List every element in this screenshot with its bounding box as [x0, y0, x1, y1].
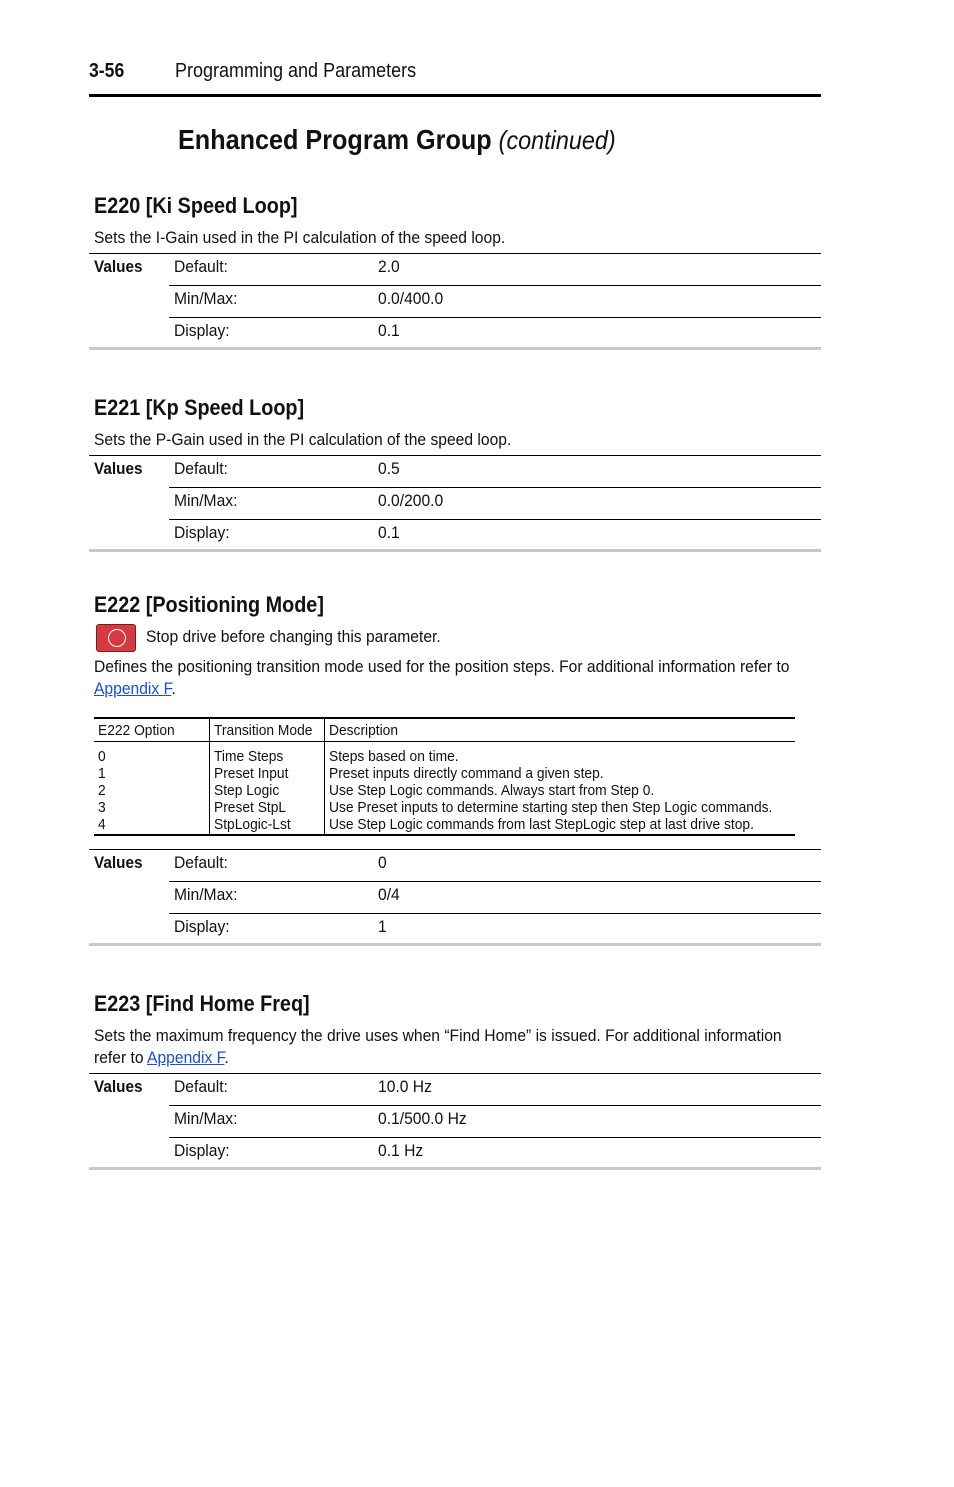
values-key: Default:: [174, 257, 228, 276]
stop-circle-icon: [108, 629, 126, 647]
description-text: Defines the positioning transition mode used for the position steps. For additional information refer to: [94, 657, 790, 676]
values-key: Min/Max:: [174, 289, 238, 308]
option-value: 2: [98, 782, 106, 799]
option-value: 0: [98, 748, 106, 765]
param-title-e221: E221 [Kp Speed Loop]: [94, 395, 305, 420]
values-value: 0.1/500.0 Hz: [378, 1109, 467, 1128]
values-key: Min/Max:: [174, 491, 238, 510]
option-description: Use Preset inputs to determine starting step then Step Logic commands.: [329, 799, 773, 816]
values-row-default: [169, 1073, 821, 1105]
values-table-e220: [89, 253, 821, 350]
values-row-display: [169, 913, 821, 945]
appendix-f-link[interactable]: Appendix F: [147, 1048, 225, 1067]
transition-mode: Time Steps: [214, 748, 284, 765]
values-row-minmax: [169, 285, 821, 317]
group-title: [178, 124, 616, 156]
option-description: Use Step Logic commands from last StepLogic step at last drive stop.: [329, 816, 754, 833]
values-key: Display:: [174, 917, 230, 936]
values-value: 0.1: [378, 523, 400, 542]
values-value: 0/4: [378, 885, 400, 904]
table-bottom-rule: [89, 549, 821, 552]
values-key: Default:: [174, 459, 228, 478]
appendix-f-link[interactable]: Appendix F: [94, 679, 172, 698]
table-bottom-rule: [89, 347, 821, 350]
values-label: Values: [94, 257, 143, 276]
values-value: 2.0: [378, 257, 400, 276]
stop-drive-icon: [96, 624, 136, 652]
transition-mode: Step Logic: [214, 782, 280, 799]
param-title-e223: E223 [Find Home Freq]: [94, 991, 310, 1016]
table-rule: [94, 717, 795, 719]
description-line-1: Sets the maximum frequency the drive uses when “Find Home” is issued. For additional information: [94, 1026, 782, 1045]
values-key: Display:: [174, 523, 230, 542]
transition-mode: StpLogic-Lst: [214, 816, 291, 833]
column-divider: [209, 717, 210, 835]
description-line-2: [94, 1047, 821, 1069]
page-number: 3-56: [89, 60, 125, 82]
values-table-e221: [89, 455, 821, 552]
column-header-option: E222 Option: [98, 722, 175, 739]
option-description: Steps based on time.: [329, 748, 459, 765]
section-title: Programming and Parameters: [175, 60, 417, 82]
param-description-e222: [94, 656, 793, 700]
values-value: 10.0 Hz: [378, 1077, 432, 1096]
values-label: Values: [94, 853, 143, 872]
table-bottom-rule: [89, 1167, 821, 1170]
values-key: Display:: [174, 321, 230, 340]
values-key: Default:: [174, 1077, 228, 1096]
values-value: 0.5: [378, 459, 400, 478]
values-row-display: [169, 1137, 821, 1169]
option-value: 4: [98, 816, 106, 833]
values-row-minmax: [169, 487, 821, 519]
values-value: 0.1 Hz: [378, 1141, 424, 1160]
values-row-minmax: [169, 881, 821, 913]
group-title-text: Enhanced Program Group: [178, 124, 492, 155]
option-value: 1: [98, 765, 106, 782]
param-title-e222: E222 [Positioning Mode]: [94, 592, 324, 617]
group-continued: (continued): [498, 125, 616, 155]
transition-mode: Preset StpL: [214, 799, 287, 816]
param-description-e220: Sets the I-Gain used in the PI calculation of the speed loop.: [94, 228, 506, 247]
table-rule: [94, 741, 795, 742]
description-end: .: [224, 1048, 229, 1067]
values-row-default: [169, 253, 821, 285]
values-row-display: [169, 519, 821, 551]
values-value: 0.0/400.0: [378, 289, 444, 308]
param-title-e220: E220 [Ki Speed Loop]: [94, 193, 298, 218]
option-description: Preset inputs directly command a given step.: [329, 765, 604, 782]
column-header-mode: Transition Mode: [214, 722, 313, 739]
values-label: Values: [94, 459, 143, 478]
options-table-e222: [94, 717, 795, 837]
param-description-e223: [94, 1025, 821, 1069]
option-description: Use Step Logic commands. Always start from Step 0.: [329, 782, 655, 799]
header-rule: [89, 94, 821, 97]
description-text: refer to: [94, 1048, 144, 1067]
values-value: 1: [378, 917, 387, 936]
values-row-default: [169, 455, 821, 487]
values-label: Values: [94, 1077, 143, 1096]
values-key: Min/Max:: [174, 885, 238, 904]
values-table-e223: [89, 1073, 821, 1170]
transition-mode: Preset Input: [214, 765, 289, 782]
table-rule: [94, 834, 795, 836]
column-divider: [324, 717, 325, 835]
values-value: 0.0/200.0: [378, 491, 444, 510]
stop-drive-warning: Stop drive before changing this parameter.: [146, 627, 441, 646]
column-header-description: Description: [329, 722, 399, 739]
values-table-e222: [89, 849, 821, 946]
values-key: Display:: [174, 1141, 230, 1160]
description-end: .: [171, 679, 176, 698]
values-key: Min/Max:: [174, 1109, 238, 1128]
values-row-minmax: [169, 1105, 821, 1137]
option-value: 3: [98, 799, 106, 816]
values-row-display: [169, 317, 821, 349]
values-value: 0.1: [378, 321, 400, 340]
values-key: Default:: [174, 853, 228, 872]
table-bottom-rule: [89, 943, 821, 946]
values-row-default: [169, 849, 821, 881]
values-value: 0: [378, 853, 387, 872]
param-description-e221: Sets the P-Gain used in the PI calculation of the speed loop.: [94, 430, 512, 449]
